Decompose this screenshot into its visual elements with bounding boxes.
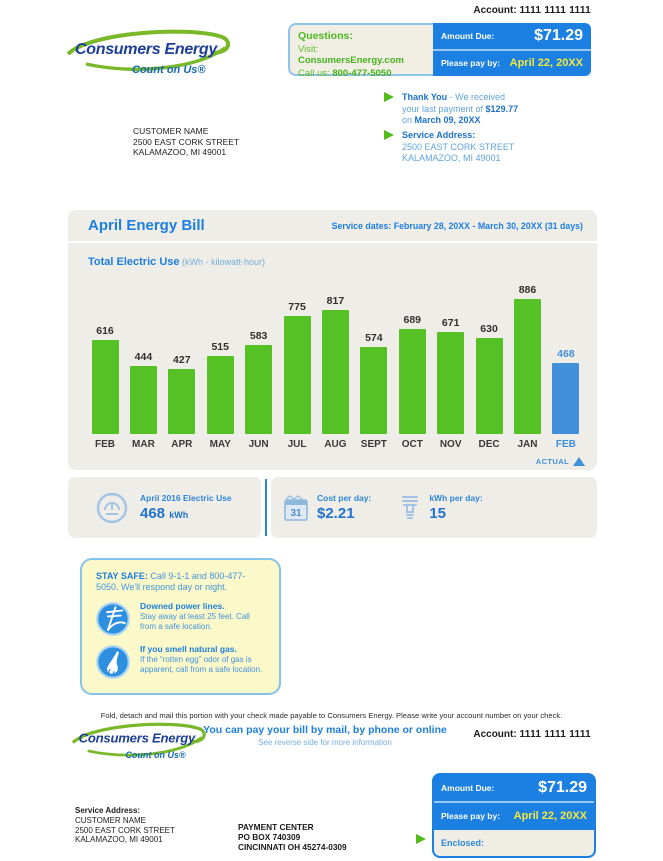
- actual-label: ACTUAL: [535, 457, 569, 466]
- call-label: Call us:: [298, 68, 330, 79]
- stub-amount-due-label: Amount Due:: [441, 783, 495, 794]
- bar-month-label: APR: [171, 439, 193, 450]
- bar-value-label: 671: [441, 317, 460, 329]
- payment-line: your last payment of: [402, 103, 486, 114]
- bar-month-label: FEB: [95, 439, 115, 450]
- remit-service-address: [75, 806, 175, 845]
- chart-column: [434, 317, 468, 450]
- bar-value-label: 817: [326, 295, 345, 307]
- bar-value-label: 689: [403, 314, 422, 326]
- customer-mailing-address: [133, 126, 239, 158]
- stub-pay-by-label: Please pay by:: [441, 811, 501, 822]
- stub-amount-due-row: [434, 775, 594, 803]
- bar-month-label: MAR: [132, 439, 155, 450]
- bill-title: April Energy Bill: [88, 217, 205, 234]
- website-link[interactable]: ConsumersEnergy.com: [298, 55, 404, 66]
- bar-month-label: NOV: [439, 439, 462, 450]
- remit-customer-name: CUSTOMER NAME: [75, 815, 146, 825]
- green-arrow-icon: [416, 834, 426, 844]
- natural-gas-item: [96, 645, 267, 679]
- chart-column: [165, 354, 199, 450]
- service-dates: Service dates: February 28, 20XX - March 30, 20XX (31 days): [331, 220, 583, 231]
- actual-arrow-icon: [573, 457, 585, 466]
- detach-instruction: Fold, detach and mail this portion with your check made payable to Consumers Energy. Please write your account number on your check.: [100, 711, 563, 720]
- kwh-per-day-stat: [399, 493, 482, 523]
- enclosed-row[interactable]: [434, 830, 594, 856]
- natural-gas-title: If you smell natural gas.: [140, 644, 237, 654]
- payment-center-name: PAYMENT CENTER: [238, 822, 314, 832]
- logo-wordmark: Consumers Energy: [75, 41, 217, 58]
- account-value: 1111 1111 1111: [519, 5, 591, 16]
- consumers-energy-logo: [62, 24, 237, 84]
- downed-power-lines-text: [140, 602, 267, 636]
- customer-city: KALAMAZOO, MI 49001: [133, 147, 227, 157]
- electric-use-label: April 2016 Electric Use: [140, 493, 232, 503]
- chart-title: [88, 256, 265, 268]
- cost-per-day-value: $2.21: [317, 505, 355, 522]
- service-address-note: [384, 130, 542, 165]
- account-number-bottom: [473, 729, 591, 740]
- questions-panel: [288, 23, 433, 79]
- amount-due-label: Amount Due:: [441, 30, 495, 41]
- meter-icon: [96, 492, 128, 524]
- bar: [168, 369, 195, 434]
- stay-safe-title-bold: STAY SAFE:: [96, 571, 148, 581]
- daily-stats-card: [271, 477, 597, 538]
- electric-use-number: 468: [140, 505, 166, 522]
- bar-value-label: 574: [365, 332, 383, 344]
- kwh-per-day-label: kWh per day:: [429, 493, 483, 503]
- account-number-top: [473, 5, 591, 16]
- stub-pay-by-row: [434, 803, 594, 829]
- bar: [552, 363, 579, 434]
- kwh-per-day-text: [429, 493, 482, 522]
- payment-amount: $129.77: [485, 103, 519, 114]
- amount-due-row: [433, 23, 591, 51]
- green-arrow-icon: [384, 92, 394, 102]
- bar-value-label: 775: [288, 301, 306, 313]
- energy-bill-panel: [68, 210, 597, 470]
- bar: [514, 299, 541, 434]
- chart-column: [242, 330, 276, 450]
- bar-value-label: 468: [557, 348, 575, 360]
- green-arrow-icon: [384, 130, 394, 140]
- amount-due-value: $71.29: [534, 26, 583, 44]
- service-address-title: Service Address:: [402, 130, 476, 140]
- bar-value-label: 616: [96, 325, 114, 337]
- bar: [322, 310, 349, 434]
- bill-panel-header: [68, 210, 597, 243]
- payment-date: March 09, 20XX: [414, 115, 481, 125]
- bar: [399, 329, 426, 434]
- stay-safe-title-rest: Call 9-1-1 and 800-477-5050. We'll respond day or night.: [96, 571, 246, 592]
- cost-per-day-text: [317, 493, 371, 522]
- service-address-line1: 2500 EAST CORK STREET: [402, 141, 515, 152]
- electric-use-unit: kWh: [169, 510, 189, 520]
- electric-use-stat-card: [68, 477, 261, 538]
- account-label: Account:: [473, 5, 517, 16]
- bar-month-label: DEC: [478, 439, 500, 450]
- chart-title-main: Total Electric Use: [88, 256, 180, 268]
- remit-service-address-title: Service Address:: [75, 806, 141, 815]
- customer-street: 2500 EAST CORK STREET: [133, 136, 240, 147]
- pay-options-sub: See reverse side for more information: [258, 738, 392, 747]
- payment-stub-box: [432, 773, 596, 858]
- thank-you-text: [402, 92, 542, 127]
- chart-column: [395, 314, 429, 450]
- electric-use-stat: [140, 493, 232, 522]
- stat-divider: [265, 479, 267, 536]
- bar-value-label: 630: [480, 323, 498, 335]
- amount-due-panel: [433, 23, 591, 76]
- bar-month-label: JUN: [248, 439, 269, 450]
- cost-per-day-stat: [283, 493, 371, 522]
- thank-you-title: Thank You: [402, 92, 448, 102]
- cost-per-day-label: Cost per day:: [317, 493, 372, 503]
- remit-street: 2500 EAST CORK STREET: [75, 825, 175, 835]
- chart-column: [126, 351, 160, 450]
- chart-column: [88, 325, 122, 450]
- chart-bars: [88, 284, 583, 450]
- chart-column: [549, 348, 583, 450]
- downed-power-lines-body: Stay away at least 25 feet. Call from a safe location.: [140, 611, 250, 631]
- bar: [207, 356, 234, 434]
- questions-title: Questions:: [298, 30, 353, 42]
- bar: [476, 338, 503, 434]
- account-label: Account:: [473, 729, 517, 740]
- chart-column: [203, 341, 237, 450]
- bar: [92, 340, 119, 434]
- bar-month-label: JUL: [287, 439, 307, 450]
- payment-center-city: CINCINNATI OH 45274-0309: [238, 842, 347, 852]
- visit-line: [298, 44, 425, 66]
- pay-by-row: [433, 51, 591, 77]
- chart-column: [357, 332, 391, 450]
- bar-month-label: OCT: [401, 439, 423, 450]
- pay-by-label: Please pay by:: [441, 58, 501, 69]
- call-line: [298, 68, 425, 79]
- stay-safe-box: [80, 558, 281, 695]
- logo-tagline: Count on Us®: [132, 64, 206, 76]
- pay-by-value: April 22, 20XX: [509, 57, 583, 70]
- bar-value-label: 886: [518, 284, 537, 296]
- stay-safe-title: [96, 571, 267, 593]
- bar-value-label: 583: [249, 330, 268, 342]
- stub-pay-by-value: April 22, 20XX: [513, 810, 587, 823]
- downed-power-line-icon: [96, 602, 130, 636]
- bar: [437, 332, 464, 434]
- payment-date-prefix: on: [402, 115, 415, 125]
- account-value: 1111 1111 1111: [519, 729, 591, 740]
- logo-tagline: Count on Us®: [125, 750, 186, 761]
- electric-use-value: [140, 505, 232, 522]
- service-address-text: [402, 130, 542, 165]
- visit-label: Visit:: [298, 44, 319, 55]
- chart-title-unit: (kWh - kilowatt-hour): [179, 257, 266, 267]
- phone-link[interactable]: 800-477-5050: [332, 68, 392, 79]
- bar-month-label: MAY: [209, 439, 231, 450]
- svg-text:31: 31: [290, 507, 302, 519]
- questions-amount-box: [288, 23, 591, 79]
- natural-gas-body: If the “rotten egg” odor of gas is apparent, call from a safe location.: [140, 654, 263, 674]
- pay-options-note: [180, 724, 470, 747]
- natural-gas-text: [140, 645, 267, 679]
- payment-center-address: [238, 822, 347, 852]
- bar-month-label: JAN: [517, 439, 538, 450]
- thank-you-note: [384, 92, 542, 127]
- thank-you-rest: - We received: [447, 92, 506, 102]
- chart-column: [510, 284, 544, 450]
- bar: [284, 316, 311, 434]
- bar: [360, 347, 387, 434]
- bar-month-label: FEB: [555, 439, 576, 450]
- chart-column: [280, 301, 314, 450]
- bar-value-label: 427: [173, 354, 191, 366]
- pay-options-title: You can pay your bill by mail, by phone or online: [203, 724, 447, 736]
- bar-value-label: 444: [134, 351, 153, 363]
- downed-power-lines-item: [96, 602, 267, 636]
- chart-column: [472, 323, 506, 450]
- kwh-per-day-value: 15: [429, 505, 447, 522]
- chart-column: [318, 295, 352, 450]
- customer-name: CUSTOMER NAME: [133, 126, 209, 136]
- service-address-line2: KALAMAZOO, MI 49001: [402, 153, 501, 163]
- calendar-icon: [283, 494, 309, 522]
- bar: [245, 345, 272, 434]
- logo-wordmark: Consumers Energy: [78, 731, 196, 746]
- bar-month-label: SEPT: [360, 439, 387, 450]
- bar-value-label: 515: [211, 341, 229, 353]
- bulb-icon: [399, 493, 421, 523]
- bar: [130, 366, 157, 434]
- stub-amount-due-value: $71.29: [538, 779, 587, 797]
- downed-power-lines-title: Downed power lines.: [140, 601, 225, 611]
- enclosed-label: Enclosed:: [441, 837, 485, 848]
- actual-tag: [536, 457, 585, 466]
- payment-center-po-box: PO BOX 740309: [238, 832, 301, 842]
- nose-icon: [96, 645, 130, 679]
- remit-city: KALAMAZOO, MI 49001: [75, 835, 163, 845]
- bar-month-label: AUG: [324, 439, 347, 450]
